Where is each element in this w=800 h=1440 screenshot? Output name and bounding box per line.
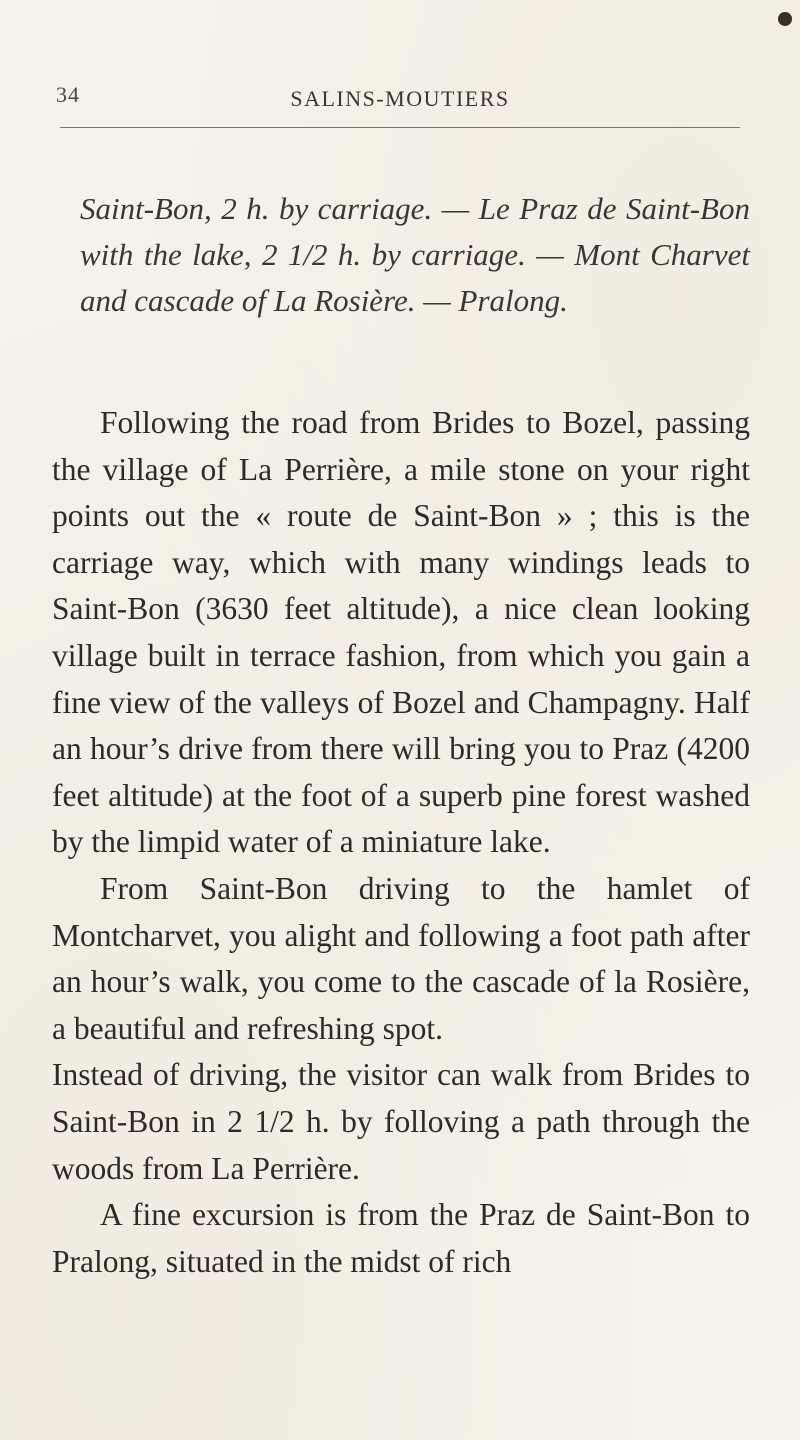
- paragraph: A fine excursion is from the Praz de Saint-Bon to Pralong, situated in the midst of rich: [52, 1197, 750, 1279]
- page-number: 34: [56, 82, 80, 107]
- paragraph: From Saint-Bon driving to the hamlet of Montcharvet, you alight and following a foot path after an hour’s walk, you come to the cascade of la Rosière, a beautiful and refreshing spot.: [52, 870, 750, 1046]
- header-rule: [60, 127, 740, 128]
- paragraph: Instead of driving, the visitor can walk from Brides to Saint-Bon in 2 1/2 h. by folloving a path through the woods from La Perrière.: [52, 1057, 750, 1186]
- paragraph: Following the road from Brides to Bozel, passing the village of La Perrière, a mile stone on your right points out the « route de Saint-Bon » ; this is the carriage way, which with many windings leads to Saint-Bon (3630 feet altitude), a nice clean looking village built in terrace fashion, from which you gain a fine view of the valleys of Bozel and Champagny. Half an hour’s drive from there will bring you to Praz (4200 feet altitude) at the foot of a superb pine forest washed by the limpid water of a miniature lake.: [52, 405, 750, 860]
- ink-blot: [778, 12, 792, 26]
- running-head: SALINS-MOUTIERS: [290, 86, 510, 111]
- section-summary: Saint-Bon, 2 h. by carriage. — Le Praz de Saint-Bon with the lake, 2 1/2 h. by carriage. — Mont Charvet and cascade of La Rosière. — Pralong.: [80, 191, 750, 318]
- body-text: [52, 400, 750, 1285]
